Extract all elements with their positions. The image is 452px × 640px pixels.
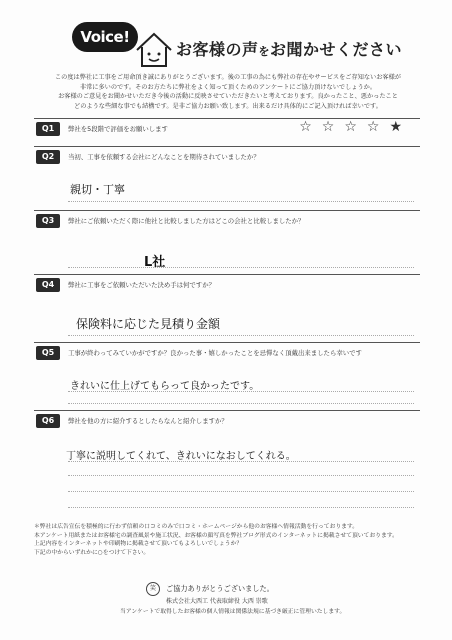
answer-line	[68, 335, 414, 336]
answer-line	[68, 461, 414, 462]
answer-text[interactable]: 丁寧に説明してくれて、きれいになおしてくれる。	[66, 451, 296, 462]
question-badge: Q2	[36, 150, 60, 164]
question-2	[34, 146, 420, 207]
question-badge: Q6	[36, 414, 60, 428]
voice-badge	[72, 22, 138, 52]
intro-line: この度は弊社に工事をご用命頂き誠にありがとうございます。後の工事の為にも弊社の存在やサービスをご存知ないお客様が	[54, 74, 401, 81]
footnote-line: 上記内容をインターネットや印刷物に掲載させて頂いてもよろしいでしょうか？	[34, 541, 243, 548]
answer-line	[68, 475, 414, 476]
star-icon[interactable]: ☆	[299, 119, 322, 135]
answer-line	[68, 267, 414, 268]
thanks-text: ご協力ありがとうございました。	[166, 584, 274, 593]
star-icon[interactable]: ☆	[344, 119, 367, 135]
title-particle: を	[258, 45, 271, 58]
question-4	[34, 274, 420, 339]
question-badge: Q5	[36, 346, 60, 360]
question-6	[34, 410, 420, 519]
footnote-line: 本アンケート用紙またはお客様宅の調査風景や施工状況、お客様の顔写真を弊社ブログ形式のインターネットに掲載させて頂いております。	[34, 532, 398, 539]
rating-stars[interactable]	[299, 119, 412, 135]
intro-text	[30, 73, 426, 111]
star-icon[interactable]: ☆	[366, 119, 390, 135]
intro-line: 非常に多いのです。そのお方たちに弊社をよく知って頂くためのアンケートにご協力頂けないでしょうか。	[79, 83, 377, 91]
answer-line	[68, 491, 414, 492]
answer-line	[68, 201, 414, 202]
page-title	[176, 37, 402, 60]
question-badge: Q3	[36, 214, 60, 228]
answer-text[interactable]: きれいに仕上げてもらって良かったです。	[70, 381, 260, 392]
answer-text[interactable]: 親切・丁寧	[70, 183, 125, 196]
question-text: 工事が終わってみていかがですか？良かった事・嬉しかったことを忌憚なく頂戴出来ましたら幸いです	[68, 349, 362, 357]
title-rest: お聞かせください	[270, 40, 403, 59]
smile-icon: 笑	[146, 582, 160, 596]
question-3	[34, 210, 420, 271]
header	[64, 20, 403, 72]
star-icon[interactable]: ☆	[321, 119, 345, 135]
intro-line: お客様のご意見をお聞かせいただき今後の活動に反映させていただきたいと考えております。良かったこと、悪かったこと	[58, 93, 398, 101]
answer-text[interactable]: L社	[144, 255, 166, 270]
answer-line	[68, 391, 414, 392]
answer-text[interactable]: 保険料に応じた見積り金額	[76, 317, 221, 331]
company-name: 株式会社大西工 代表取締役 大西 崇歌	[166, 598, 268, 605]
question-text: 弊社に工事をご依頼いただいた決め手は何ですか？	[68, 281, 215, 289]
question-text: 弊社にご依頼いただく際に他社と比較しました方はどこの会社と比較しましたか？	[68, 217, 305, 225]
question-text: 弊社を他の方に紹介するとしたらなんと紹介しますか？	[68, 417, 228, 425]
footnote-line: ＊弊社は広告宣伝を積極的に行わず信頼の口コミのみで口コミ・ホームページから他のお客様へ情報活動を行っております。	[34, 524, 359, 530]
star-icon[interactable]: ★	[389, 119, 412, 135]
title-main: お客様の声	[176, 40, 259, 59]
question-badge: Q1	[36, 122, 60, 136]
privacy-notice: 当アンケートで取得したお客様の個人情報は関係法規に基づき厳正に管理いたします。	[120, 609, 346, 615]
question-text: 当初、工事を依頼する会社にどんなことを期待されていましたか？	[68, 153, 260, 161]
answer-line	[68, 403, 414, 404]
intro-line: どのような些細な事でも結構です。是非ご協力お願い致します。出来るだけ具体的にご記入頂ければ幸いです。	[74, 102, 382, 110]
voice-badge-label: Voice!	[80, 28, 130, 46]
question-badge: Q4	[36, 278, 60, 292]
publication-notice	[34, 523, 424, 557]
footnote-line: 下記の中からいずれかに○をつけて下さい。	[34, 549, 150, 556]
house-icon	[134, 30, 174, 70]
question-1	[34, 118, 420, 145]
question-5	[34, 342, 420, 407]
question-text: 弊社を5段階で評価をお願いします	[68, 125, 168, 133]
answer-line	[68, 507, 414, 508]
